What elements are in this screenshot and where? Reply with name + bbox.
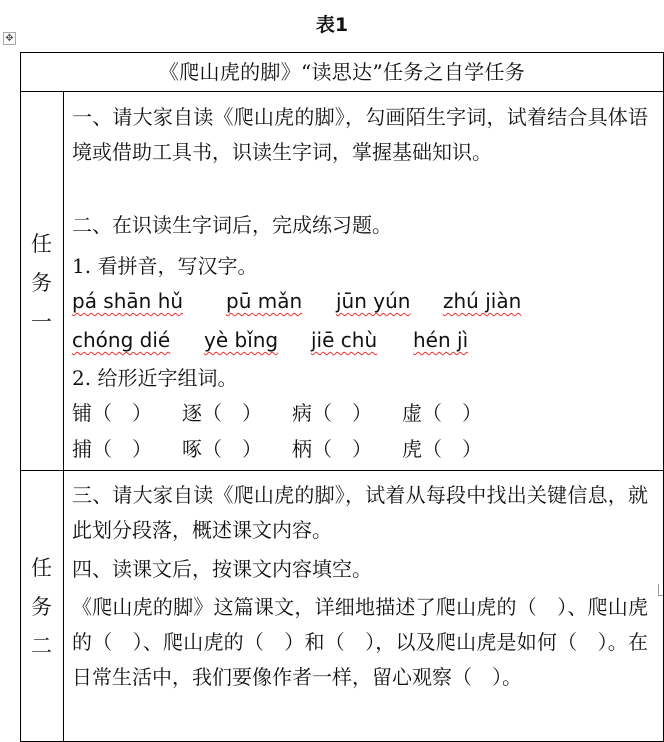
task1-label-char: 任 [31,232,52,256]
header-divider [20,91,664,92]
pinyin-item: yè bǐng [204,328,279,352]
pinyin-item: hén jì [413,328,469,352]
word-blank: 虎（ ） [402,437,482,461]
pinyin-item: jūn yún [336,289,411,313]
task1-label-char: 务 [31,271,52,295]
word-blank: 病（ ） [292,401,372,425]
task2-label [20,549,63,666]
task2-item4: 四、读课文后，按课文内容填空。 [72,557,372,581]
task-divider [20,470,664,471]
task1-label [20,225,63,342]
pinyin-item: pū mǎn [226,289,303,313]
task1-item2: 二、在识读生字词后，完成练习题。 [72,213,392,237]
task1-item1: 一、请大家自读《爬山虎的脚》，勾画陌生字词，试着结合具体语境或借助工具书，识读生字词，掌握基础知识。 [72,105,648,164]
word-blank: 柄（ ） [292,437,372,461]
task2-label-char: 任 [31,556,52,580]
task1-question2: 2. 给形近字组词。 [72,366,238,390]
task2-fill-blank: 《爬山虎的脚》这篇课文，详细地描述了爬山虎的（ ）、爬山虎的（ ）、爬山虎的（ ）和（ ），以及爬山虎是如何（ ）。在日常生活中，我们要像作者一样，留心观察（ ）。 [72,595,648,689]
word-blank: 虚（ ） [402,401,482,425]
task2-item3: 三、请大家自读《爬山虎的脚》，试着从每段中找出关键信息，就此划分段落，概述课文内容。 [72,483,648,542]
pinyin-item: pá shān hǔ [72,289,184,313]
table-header: 《爬山虎的脚》“读思达”任务之自学任务 [158,60,526,84]
pinyin-item: chóng dié [72,328,171,352]
word-blank: 啄（ ） [182,437,262,461]
label-column-divider [63,91,64,742]
task2-label-char: 务 [31,595,52,619]
word-blank: 捕（ ） [72,437,152,461]
page-edge-marker [658,584,663,596]
task1-label-char: 一 [31,310,52,334]
word-blank: 逐（ ） [182,401,262,425]
pinyin-item: jiē chù [311,328,378,352]
word-blank: 铺（ ） [72,401,152,425]
task1-question1: 1. 看拼音，写汉字。 [72,254,258,278]
table-caption: 表1 [315,14,349,36]
pinyin-item: zhú jiàn [443,289,522,313]
task2-label-char: 二 [31,634,52,658]
table-move-handle-icon[interactable]: ✥ [3,32,16,45]
